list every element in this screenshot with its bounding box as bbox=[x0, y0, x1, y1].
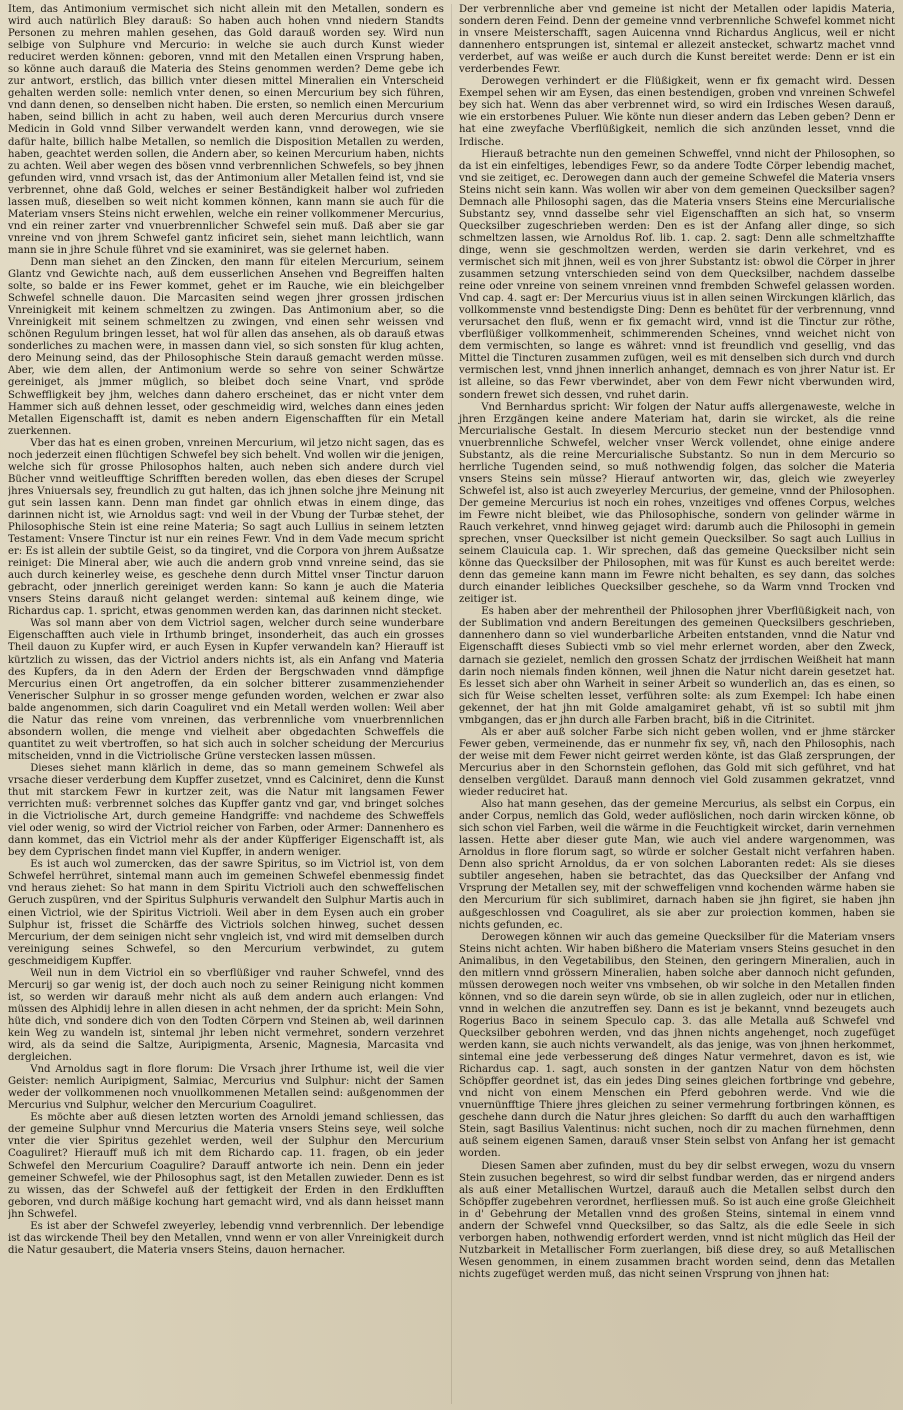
paragraph: Vnd Arnoldus sagt in flore florum: Die Vrsach jhrer Irthume ist, weil die vier Geister: nemlich Auripigment, Salmiac, Mercurius vnd Sulphur: nicht der Samen weder der vollkommenen noch vnuollkommenen Metallen seind: außgenommen der Mercurius vnd Sulphur, welcher den Mercurium Coaguliret. bbox=[8, 1064, 444, 1112]
paragraph: Was sol mann aber von dem Victriol sagen, welcher durch seine wunderbare Eigenschafften auch viele in Irthumb bringet, insonderheit, das auch ein grosses Theil dauon zu Kupfer wird, er auch Eysen in Kupfer verwandeln kan? Hierauff ist kürtzlich zu wissen, das der Victriol anders nichts ist, als ein Anfang vnd Materia des Kupfers, da in den Adern der Erden der Bergschwaden vnnd dämpfige Mercurius einen Ort angetroffen, da ein solcher bitterer zusammenziehender Venerischer Sulphur in so grosser menge gefunden worden, welchen er zwar also balde angenommen, sich darin Coaguliret vnd ein Metall werden wollen: Weil aber die Natur das reine vom vnreinen, das verbrennliche vom vnuerbrennlichen absondern wollen, die menge vnd vielheit aber obgedachten Schweffels die quantitet zu weit vbertroffen, so hat sich auch in solcher scheidung der Mercurius mitscheiden, vnnd in die Victriolische Grüne verstecken lassen müssen. bbox=[8, 618, 444, 762]
paragraph: Derowegen verhindert er die Flüßigkeit, wenn er fix gemacht wird. Dessen Exempel sehen wir am Eysen, das einen bestendigen, groben vnd vnreinen Schwefel bey sich hat. Wenn das aber verbrennet wird, so wird ein Irdisches Wesen darauß, wie ein erstorbenes Puluer. Wie könte nun dieser andern das Leben geben? Denn er hat eine zweyfache Vberflüßigkeit, nemlich die sich anzünden lesset, vnnd die Irdische. bbox=[459, 76, 895, 148]
paragraph: Dieses siehet mann klärlich in deme, das so mann gemeinem Schwefel als vrsache dieser verderbung dem Kupffer zusetzet, vnnd es Calciniret, denn die Kunst thut mit starckem Fewr in kurtzer zeit, was die Natur mit langsamen Fewer verrichten muß: verbrennet solches das Kupffer gantz vnd gar, vnd bringet solches in die Victriolische Art, durch gemeine Handgriffe: vnd nachdeme des Schweffels viel oder wenig, so wird der Victriol reicher von Farben, oder Armer: Dannenhero es dann kommet, das ein Victriol mehr als der ander Küpfferiger Eigenschafft ist, als bey dem Cyprischen findet mann viel Kupffer, in andern weniger. bbox=[8, 762, 444, 859]
paragraph: Es möchte aber auß diesen letzten worten des Arnoldi jemand schliessen, das der gemeine Sulphur vnnd Mercurius die Materia vnsers Steins seye, weil solche vnter die vier Spiritus gezehlet werden, weil der Sulphur den Mercurium Coaguliret? Hierauff muß ich mit dem Richardo cap. 11. fragen, ob ein jeder Schwefel den Mercurium Coagulire? Darauff antworte ich nein. Denn ein jeder gemeiner Schwefel, wie der Philosophus sagt, ist den Metallen zuwieder. Denn es ist zu wissen, das der Schwefel auß der fettigkeit der Erden in den Erdklufften geboren, vnd durch mäßige kochung hart gemacht wird, vnd als dann heisset mann jhn Schwefel. bbox=[8, 1112, 444, 1220]
paragraph: Es haben aber der mehrentheil der Philosophen jhrer Vberflüßigkeit nach, von der Sublimation vnd andern Bereitungen des gemeinen Quecksilbers geschrieben, dannenhero dann so viel wunderbarliche Arbeiten entstanden, vnnd die Natur vnd Eigenschafft dieses Subiecti vmb so viel mehr erlernet worden, aber den Zweck, darnach sie gezielet, nemlich den grossen Schatz der jrrdischen Weißheit hat mann darin noch niemals finden können, weil jhnen die Natur nicht darein gesetzet hat. Es lesset sich aber ohn Warheit in seiner Arbeit so wunderlich an, das es einen, so sich für Weise schelten lesset, verführen solte: als zum Exempel: Ich habe einen gekennet, der hat jhn mit Golde amalgamiret gehabt, vñ ist so subtil mit jhm vmbgangen, das er jhn durch alle Farben bracht, biß in die Citrinitet. bbox=[459, 606, 895, 726]
paragraph: Item, das Antimonium vermischet sich nicht allein mit den Metallen, sondern es wird auch natürlich Bley darauß: So haben auch hohen vnnd niedern Standts Personen zu mehren mahlen gesehen, das Gold darauß worden sey. Wird nun selbige von Sulphure vnd Mercurio: in welche sie auch durch Kunst wieder reduciret werden können: geboren, vnnd mit den Metallen einen Vrsprung haben, so könne auch darauß die Materia des Steins genommen werden? Deme gebe ich zur antwort, erstlich, das billich vnter diesen mittel Mineralien ein Vnterscheid gehalten werden solle: nemlich vnter denen, so einen Mercurium bey sich führen, vnd dann denen, so denselben nicht haben. Die ersten, so nemlich einen Mercurium haben, seind billich in acht zu haben, weil auch deren Mercurius durch vnsere Medicin in Gold vnnd Silber verwandelt werden kann, vnnd derowegen, wie sie dafür halte, billich halbe Metallen, so nemlich die Disposition Metallen zu werden, haben, geachtet werden sollen, die Andern aber, so keinen Mercurium haben, nichts zu achten. Weil aber wegen des bösen vnnd verbrennlichen Schwefels, so bey jhnen gefunden wird, vnnd vrsach ist, das der Antimonium aller Metallen feind ist, vnd sie verbrennet, ohne daß Gold, welches er seiner Beständigkeit halber wol zufrieden lassen muß, dieselben so weit nicht kommen können, kann mann sie auch für die Materiam vnsers Steins nicht erwehlen, welche ein reiner vollkommener Mercurius, vnd ein reiner zarter vnd vnuerbrennlicher Schwefel sein muß. Daß aber sie gar vnreine vnd von jhrem Schwefel gantz inficiret sein, siehet mann leichtlich, wann mann sie in jhre Schule führet vnd sie examiniret, was sie gelernet haben. bbox=[8, 4, 444, 256]
left-column bbox=[8, 4, 451, 1404]
paragraph: Denn man siehet an den Zincken, den mann für eitelen Mercurium, seinem Glantz vnd Gewichte nach, auß dem eusserlichen Ansehen vnd Begreiffen halten solte, so balde er ins Fewer kommet, gehet er im Rauche, wie ein bleichgelber Schwefel schnelle dauon. Die Marcasiten seind wegen jhrer grossen jrdischen Vnreinigkeit mit keinem schmeltzen zu zwingen. Das Antimonium aber, so die Vnreinigkeit mit seinem schmeltzen zu zwingen, vnd einen sehr weissen vnd schönen Regulum bringen lesset, hat wol für allen das ansehen, als ob darauß etwas sonderliches zu machen were, in massen dann viel, so sich sonsten für klug achten, dero Meinung seind, das der Philosophische Stein darauß gemacht werden müsse. Aber, wie dem allen, der Antimonium werde so sehre von seiner Schwärtze gereiniget, als jmmer müglich, so bleibet doch seine Vnart, vnd spröde Schweffligkeit bey jhm, welches dann dahero erscheinet, das er nicht vnter dem Hammer sich auß dehnen lesset, oder geschmeidig wird, welches dann eines jeden Metallen Eigenschafft ist, damit es neben andern Eigenschafften für ein Metall zuerkennen. bbox=[8, 256, 444, 437]
paragraph: Diesen Samen aber zufinden, must du bey dir selbst erwegen, wozu du vnsern Stein zusuchen begehrest, so wird dir selbst fundbar werden, das er nirgend anders als auß einer Metallischen Wurtzel, darauß auch die Metallen selbst durch den Schöpffer zugebehren verordnet, herfliessen muß. So ist auch eine große Gleichheit in d' Gebehrung der Metallen vnnd des großen Steins, sintemal in einem vnnd andern der Schwefel vnnd Quecksilber, so das Saltz, als die edle Seele in sich verborgen haben, nothwendig erfordert werden, vnnd ist nicht müglich das Heil der Nutzbarkeit in Metallischer Form zuerlangen, biß diese drey, so auß Metallischen Wesen genommen, in einem zusammen bracht worden seind, denn das Metallen nichts zugefüget werden muß, das nicht seinen Vrsprung von jhnen hat: bbox=[459, 1160, 895, 1280]
paragraph: Also hat mann gesehen, das der gemeine Mercurius, als selbst ein Corpus, ein ander Corpus, nemlich das Gold, weder auflöslichen, noch darin wircken könne, ob sich schon viel Farben, weil die wärme in die Feuchtigkeit wircket, darin vernehmen lassen. Hette aber dieser gute Man, wie auch viel andere wargenommen, was Arnoldus in flore florum sagt, so würde er solcher Gestalt nicht verfahren haben. Denn also spricht Arnoldus, da er von solchen Laboranten redet: Als sie dieses subtiler angesehen, haben sie betrachtet, das das Quecksilber der Anfang vnd Vrsprung der Metallen sey, mit der schweffeligen vnnd kochenden wärme haben sie den Mercurium für sich sublimiret, darnach haben sie jhn figiret, sie haben jhn außgeschlossen vnd Coaguliret, als sie aber zur proiection kommen, haben sie nichts gefunden, ec. bbox=[459, 799, 895, 931]
paragraph: Der verbrennliche aber vnd gemeine ist nicht der Metallen oder lapidis Materia, sondern deren Feind. Denn der gemeine vnnd verbrennliche Schwefel kommet nicht in vnsere Meisterschafft, sagen Auicenna vnnd Richardus Anglicus, weil er nicht dannenhero entsprungen ist, sintemal er allezeit anstecket, schwartz machet vnnd verderbet, auf was weiße er auch durch die Kunst bereitet werde: Denn er ist ein verderbendes Fewr. bbox=[459, 4, 895, 76]
two-column-text bbox=[8, 4, 895, 1404]
paragraph: Derowegen können wir auch das gemeine Quecksilber für die Materiam vnsers Steins nicht achten. Wir haben bißhero die Materiam vnsers Steins gesuchet in den Animalibus, in den Vegetabilibus, den Steinen, den geringern Mineralien, auch in den mitlern vnnd grössern Mineralien, haben solche aber dannoch nicht gefunden, müssen derowegen noch weiter vns vmbsehen, ob wir solche in den Metallen finden können, vnd so die darein seyn würde, ob sie in allen zugleich, oder nur in etlichen, vnnd in welchen die anzutreffen sey. Dann es ist je bekannt, vnnd bezeugets auch Rogerius Baco in seinem Speculo cap. 3. das alle Metalla auß Schwefel vnd Quecksilber gebohren werden, vnd das jhnen nichts angehenget, noch zugefüget werden kann, sie auch nichts verwandelt, als das jenige, was von jhnen herkommet, sintemal eine jede verbesserung deß dinges Natur vermehret, davon es ist, wie Richardus cap. 1. sagt, auch sonsten in der gantzen Natur von dem höchsten Schöpffer geordnet ist, das ein jedes Ding seines gleichen fortbringe vnd gebehre, vnd nicht von einem Menschen ein Pferd gebohren werde. Vnd wie die vnuernünfftige Thiere jhres gleichen zu seiner vermehrung fortbringen können, es geschehe dann durch die Natur jhres gleichen: So darfft du auch den warhafftigen Stein, sagt Basilius Valentinus: nicht suchen, noch dir zu machen fürnehmen, denn auß seinem eigenen Samen, darauß vnser Stein selbst von Anfang her ist gemacht worden. bbox=[459, 931, 895, 1160]
paragraph: Als er aber auß solcher Farbe sich nicht geben wollen, vnd er jhme stärcker Fewer geben, vermeinende, das er nunmehr fix sey, vñ, nach den Philosophis, nach der weise mit dem Fewer nicht geirret werden könte, ist das Glaß zersprungen, der Mercurius aber in den Schornstein geflohen, das Gold mit sich geführet, vnd hat denselben vergüldet. Darauß mann dennoch viel Gold zusammen gekratzet, vnnd wieder reduciret hat. bbox=[459, 726, 895, 799]
right-column bbox=[452, 4, 895, 1404]
paragraph: Es ist aber der Schwefel zweyerley, lebendig vnnd verbrennlich. Der lebendige ist das wirckende Theil bey den Metallen, vnnd wenn er von aller Vnreinigkeit durch die Natur gesaubert, die Materia vnsers Steins, dauon hernacher. bbox=[8, 1220, 444, 1256]
paragraph: Hierauß betrachte nun den gemeinen Schweffel, vnnd nicht der Philosophen, so da ist ein einfeltiges, lebendiges Fewr, so da andere Todte Cörper lebendig machet, vnd sie zeitiget, ec. Derowegen dann auch der gemeine Schwefel die Materia vnsers Steins nicht sein kann. Was wollen wir aber von dem gemeinen Quecksilber sagen? Demnach alle Philosophi sagen, das die Materia vnsers Steins eine Mercurialische Substantz sey, vnnd dasselbe sehr viel Eigenschafften an sich hat, so vnserm Quecksilber zugeschrieben werden: Den es ist der Anfang aller dinge, so sich schmeltzen lassen, wie Arnoldus Rof. lib. 1. cap. 2. sagt: Denn alle schmeltzhaffte dinge, wenn sie geschmoltzen werden, werden sie darin verkehret, vnd es vermischet sich mit jhnen, weil es von jhrer Substantz ist: obwol die Cörper in jhrer zusammen setzung vnterschieden seind von dem Quecksilber, nachdem dasselbe reine oder vnreine von seinem vnreinen vnnd frembden Schwefel gelassen worden. Vnd cap. 4. sagt er: Der Mercurius viuus ist in allen seinen Wirckungen klärlich, das vollkommenste vnnd bestendigste Ding: Denn es behütet für der verbrennung, vnnd verursachet den fluß, wenn er fix gemacht wird, vnnd ist die Tinctur zur röthe, vberflüßiger vollkommenheit, schimmerenden Scheines, vnnd weichet nicht von dem vermischten, so lange es währet: vnnd ist freundlich vnd gesellig, vnd das Mittel die Tincturen zusammen zufügen, weil es mit denselben sich durch vnd durch vermischen lest, vnnd jhnen innerlich anhanget, demnach es von jhrer Natur ist. Er ist alleine, so das Fewr vberwindet, aber von dem Fewr nicht vberwunden wird, sondern frewet sich dessen, vnd ruhet darin. bbox=[459, 148, 895, 401]
paragraph: Es ist auch wol zumercken, das der sawre Spiritus, so im Victriol ist, von dem Schwefel herrühret, sintemal mann auch im gemeinen Schwefel ebenmessig findet vnd heraus ziehet: So hat mann in dem Spiritu Victrioli auch den schweffelischen Geruch zuspüren, vnd der Spiritus Sulphuris verwandelt den Sulphur Martis auch in einen Victriol, wie der Spiritus Victrioli. Weil aber in dem Eysen auch ein grober Sulphur ist, frisset die Schärffe des Victriols solchen hinweg, suchet dessen Mercurium, der dem seinigen nicht sehr vngleich ist, vnd wird mit demselben durch vereinigung seines Schwefel, so den Mercurium verbwindet, zu gutem geschmeidigem Kupffer. bbox=[8, 859, 444, 967]
paragraph: Weil nun in dem Victriol ein so vberflüßiger vnd rauher Schwefel, vnnd des Mercurij so gar wenig ist, der doch auch noch zu seiner Reinigung nicht kommen ist, so werden wir darauß mehr nicht als auß dem andern auch erlangen: Vnd müssen des Alphidij lehre in allen diesen in acht nehmen, der da spricht: Mein Sohn, hüte dich, vnd sondere dich von den Todten Cörpern vnd Steinen ab, weil darinnen kein Weg zu wandeln ist, sintemal jhr leben nicht vermehret, sondern verzehret wird, als da seind die Saltze, Auripigmenta, Arsenic, Magnesia, Marcasita vnd dergleichen. bbox=[8, 967, 444, 1064]
paragraph: Vber das hat es einen groben, vnreinen Mercurium, wil jetzo nicht sagen, das es noch jederzeit einen flüchtigen Schwefel bey sich behelt. Vnd wollen wir die jenigen, welche sich für grosse Philosophos halten, auch neben sich andere durch viel Bücher vnnd weitleufftige Schrifften bereden wollen, das eben dieses der Scrupel jhres Vniuersals sey, freundlich zu gut halten, das ich jhnen solche jhre Meinung nit gut sein lassen kann. Denn man findet gar ohnlich etwas in einem dinge, das darinnen nicht ist, wie Arnoldus sagt: vnd weil in der Vbung der Turbæ stehet, der Philosophische Stein ist eine reine Materia; So sagt auch Lullius in seinem letzten Testament: Vnsere Tinctur ist nur ein reines Fewr. Vnd in dem Vade mecum spricht er: Es ist allein der subtile Geist, so da tingiret, vnd die Corpora von jhrem Außsatze reiniget: Die Mineral aber, wie auch die andern grob vnnd vnreine seind, das sie auch durch keinerley weise, es geschehe denn durch Mittel vnser Tinctur daruon gebracht, oder jnnerlich gereiniget werden kann: So kann je auch die Materia vnsers Steins darauß nicht gelanget werden: sintemal auß keinem dinge, wie Richardus cap. 1. spricht, etwas genommen werden kan, das darinnen nicht stecket. bbox=[8, 437, 444, 618]
paragraph: Vnd Bernhardus spricht: Wir folgen der Natur auffs allergenaweste, welche in jhren Erzgängen keine andere Materiam hat, darin sie wircket, als die reine Mercurialische Gestalt. In diesem Mercurio stecket nun der bestendige vnnd vnuerbrennliche Schwefel, welcher vnser Werck vollendet, ohne einige andere Substantz, als die reine Mercurialische Substantz. So nun in dem Mercurio so herrliche Tugenden seind, so muß nothwendig folgen, das solcher die Materia vnsers Steins sein müsse? Hierauf antworten wir, das, gleich wie zweyerley Schwefel ist, also ist auch zweyerley Mercurius, der gemeine, vnnd der Philosophen. Der gemeine Mercurius ist noch ein rohes, vnzeitiges vnd offenes Corpus, welches im Fewre nicht bleibet, wie das Philosophische, sondern von gelinder wärme in Rauch verkehret, vnnd hinweg gejaget wird: darumb auch die Philosophi in gemein sprechen, vnser Quecksilber ist nicht gemein Quecksilber. So sagt auch Lullius in seinem Clauicula cap. 1. Wir sprechen, daß das gemeine Quecksilber nicht sein könne das Quecksilber der Philosophen, mit was für Kunst es auch bereitet werde: denn das gemeine kann mann im Fewre nicht behalten, es sey dann, das solches durch einander leibliches Quecksilber geschehe, so da Warm vnnd Trocken vnd zeitiger ist. bbox=[459, 401, 895, 606]
